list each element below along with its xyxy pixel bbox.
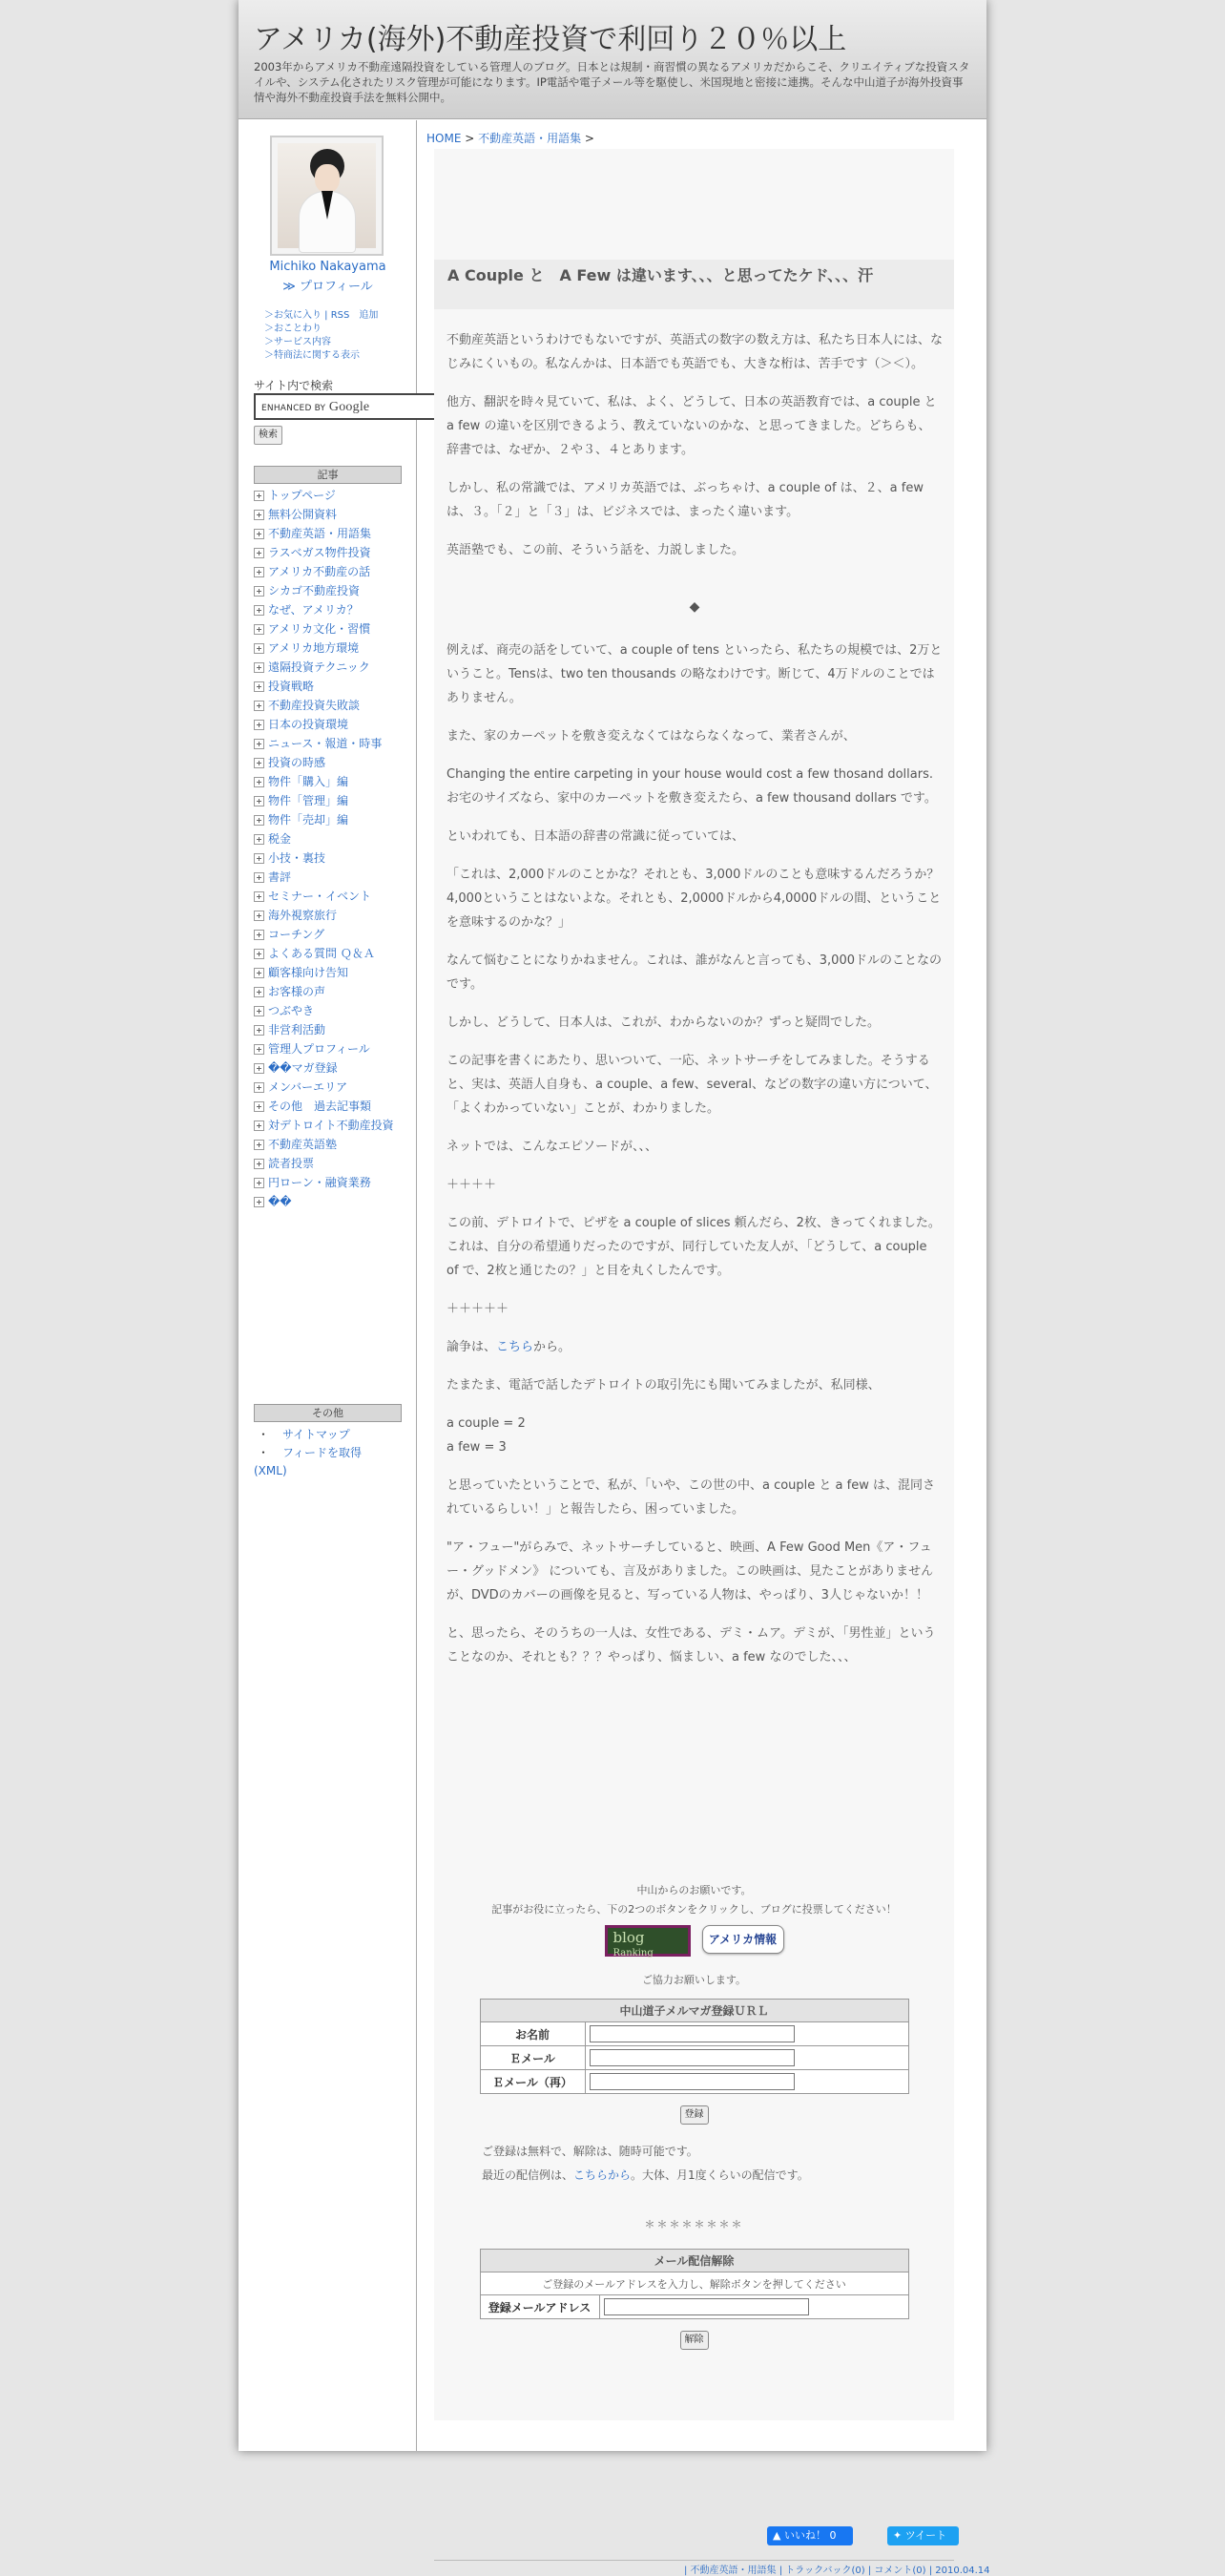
register-note: ご登録は無料で、解除は、随時可能です。: [482, 2145, 698, 2158]
expand-plus-icon: [254, 567, 264, 577]
sidebar-category-item[interactable]: [254, 1154, 406, 1173]
sidebar-category-label: お客様の声: [268, 985, 326, 998]
paragraph: と思っていたということで、私が、「いや、この世の中、a couple と a few は、混同されているらしい！」と報告したら、困っていました。: [446, 1478, 935, 1517]
expand-plus-icon: [254, 891, 264, 902]
unsubscribe-title: メール配信解除: [480, 2250, 908, 2272]
paragraph: この記事を書くにあたり、思いついて、一応、ネットサーチをしてみました。そうすると、実は、英語人自身も、a couple、a few、several、などの数字の違い方について、「よくわかっていない」ことが、わかりました。: [446, 1054, 938, 1116]
sidebar-category-item[interactable]: [254, 505, 406, 524]
feed-link[interactable]: ・ フィードを取得: [258, 1446, 363, 1459]
paragraph: 例えば、商売の話をしていて、a couple of tens といったら、私たちの規模では、2万ということ。Tensは、two ten thousands の略なわけです。断じて、4万ドルのことではありません。: [446, 643, 943, 705]
paragraph: 英語塾でも、この前、そういう話を、力説しました。: [446, 543, 745, 557]
feed-xml-link[interactable]: (XML): [254, 1464, 287, 1477]
other-links: [254, 1426, 406, 1480]
sidebar-category-label: 書評: [268, 870, 292, 884]
sidebar-category-label: アメリカ地方環境: [268, 641, 360, 655]
request-line-2: 記事がお役に立ったら、下の2つのボタンをクリックし、ブログに投票してください！: [491, 1903, 897, 1916]
category-list: [254, 486, 406, 1211]
expand-plus-icon: [254, 662, 264, 673]
expand-plus-icon: [254, 834, 264, 845]
favorite-rss-link[interactable]: ＞お気に入り | RSS 追加: [264, 310, 379, 321]
expand-plus-icon: [254, 815, 264, 826]
newsletter-form-title: 中山道子メルマガ登録ＵＲＬ: [480, 2000, 908, 2022]
paragraph: しかし、私の常識では、アメリカ英語では、ぶっちゃけ、a couple of は、２、a few は、３。「２」と「３」は、ビジネスでは、まったく違います。: [446, 481, 924, 519]
sidebar-category-label: なぜ、アメリカ？: [268, 603, 359, 617]
thanks-text: ご協力お願いします。: [641, 1974, 747, 1986]
expand-plus-icon: [254, 796, 264, 806]
sidebar-category-item[interactable]: [254, 543, 406, 562]
unsubscribe-button[interactable]: 解除: [680, 2331, 709, 2350]
sidebar-category-item[interactable]: [254, 982, 406, 1001]
sidebar-category-label: 対デトロイト不動産投資: [268, 1119, 394, 1132]
expand-plus-icon: [254, 720, 264, 730]
disclaimer-link[interactable]: ＞おことわり: [264, 324, 322, 334]
expand-plus-icon: [254, 624, 264, 635]
expand-plus-icon: [254, 872, 264, 883]
unsubscribe-email-label: 登録メールアドレス: [480, 2295, 599, 2319]
sidebar-category-item[interactable]: [254, 848, 406, 868]
breadcrumb-home[interactable]: HOME: [426, 132, 462, 145]
email-label: Ｅメール: [480, 2046, 585, 2070]
sidebar-category-label: 海外視察旅行: [268, 909, 338, 922]
sidebar-category-label: 物件「売却」編: [268, 813, 349, 827]
paragraph: "ア・フュー"がらみで、ネットサーチしていると、映画、A Few Good Men《ア・フュー・グッドメン》 についても、言及がありました。この映画は、見たことがありませんが、DVDのカバーの画像を見ると、写っている人物は、やっぱり、3人じゃないか！！: [446, 1540, 934, 1602]
sidebar-category-item[interactable]: [254, 887, 406, 906]
sidebar-category-label: 物件「管理」編: [268, 794, 349, 807]
email-confirm-label: Ｅメール（再）: [480, 2070, 585, 2094]
request-line-1: 中山からのお願いです。: [636, 1884, 752, 1896]
expand-plus-icon: [254, 1063, 264, 1074]
expand-plus-icon: [254, 987, 264, 997]
sidebar-category-item[interactable]: [254, 715, 406, 734]
expand-plus-icon: [254, 758, 264, 768]
categories-heading: 記事: [254, 466, 402, 484]
search-enhanced-label: ENHANCED BY: [261, 404, 326, 413]
sidebar-category-item[interactable]: [254, 696, 406, 715]
expand-plus-icon: [254, 1101, 264, 1112]
sidebar-category-item[interactable]: [254, 1173, 406, 1192]
sidebar-category-label: シカゴ不動産投資: [268, 584, 361, 597]
paragraph: ＋＋＋＋: [446, 1178, 497, 1192]
sidebar-category-item[interactable]: [254, 524, 406, 543]
paragraph: a couple = 2 a few = 3: [446, 1416, 526, 1455]
sidebar-category-item[interactable]: [254, 581, 406, 600]
ranking-banners: [434, 1925, 954, 1957]
paragraph: Changing the entire carpeting in your house would cost a few thosand dollars. お宅のサイズなら、家中のカーペットを敷き変えたら、a few thousand dollars です。: [446, 767, 937, 806]
paragraph: なんて悩むことになりかねません。これは、誰がなんと言っても、3,000ドルのことなのです。: [446, 953, 942, 992]
sidebar-category-item[interactable]: [254, 1058, 406, 1078]
expand-plus-icon: [254, 1197, 264, 1207]
search-button[interactable]: 検索: [254, 426, 282, 445]
site-header: [239, 0, 986, 119]
sidebar-category-item[interactable]: [254, 906, 406, 925]
sidebar-category-label: 遠隔投資テクニック: [268, 660, 370, 674]
sidebar-category-item[interactable]: [254, 1078, 406, 1097]
profile-link[interactable]: ≫ プロフィール: [282, 280, 373, 294]
sidebar-category-item[interactable]: [254, 658, 406, 677]
tweet-button[interactable]: ✦ ツイート: [887, 2526, 959, 2545]
unsubscribe-instruction: ご登録のメールアドレスを入力し、解除ボタンを押してください: [480, 2272, 908, 2295]
other-heading: その他: [254, 1404, 402, 1422]
register-button[interactable]: 登録: [680, 2105, 709, 2125]
expand-plus-icon: [254, 1178, 264, 1188]
facebook-like-button[interactable]: ▲ いいね！ 0: [767, 2526, 853, 2545]
thumbs-up-icon: ▲: [773, 2529, 784, 2542]
sidebar-category-label: 読者投票: [268, 1157, 315, 1170]
sample-note: 最近の配信例は、こちらから。大体、月1度くらいの配信です。: [482, 2168, 809, 2182]
newsletter-form: [480, 1999, 909, 2094]
expand-plus-icon: [254, 777, 264, 787]
unsubscribe-form: [480, 2249, 909, 2319]
expand-plus-icon: [254, 911, 264, 921]
expand-plus-icon: [254, 1006, 264, 1016]
sidebar-category-label: アメリカ不動産の話: [268, 565, 371, 578]
sidebar-category-item[interactable]: [254, 1001, 406, 1020]
paragraph: 論争は、こちらから。: [446, 1340, 571, 1354]
sidebar-category-label: 円ローン・融資業務: [268, 1176, 371, 1189]
sidebar-category-label: セミナー・イベント: [268, 890, 372, 903]
paragraph: ネットでは、こんなエピソードが、、、: [446, 1140, 658, 1154]
expand-plus-icon: [254, 1025, 264, 1036]
paragraph: この前、デトロイトで、ピザを a couple of slices 頼んだら、2枚、きってくれました。これは、自分の希望通りだったのですが、同行していた友人が、「どうして、a couple of で、2枚と通じたの？」と目を丸くしたんです。: [446, 1216, 941, 1278]
left-sidebar: [239, 120, 417, 2451]
sidebar-category-label: 投資戦略: [268, 680, 315, 693]
sidebar-category-label: アメリカ文化・習慣: [268, 622, 371, 636]
sidebar-category-label: 非営利活動: [268, 1023, 326, 1037]
email-input[interactable]: [590, 2049, 795, 2066]
sidebar-category-label: ラスベガス物件投資: [268, 546, 371, 559]
expand-plus-icon: [254, 1044, 264, 1055]
expand-plus-icon: [254, 930, 264, 940]
expand-plus-icon: [254, 586, 264, 597]
sidebar-category-label: 顧客様向け告知: [268, 966, 349, 979]
paragraph: 他方、翻訳を時々見ていて、私は、よく、どうして、日本の英語教育では、a couple と a few の違いを区別できるよう、教えていないのかな、と思ってきました。どちらも、辞書では、なぜか、２や３、４とあります。: [446, 395, 937, 457]
sidebar-category-label: つぶやき: [268, 1004, 315, 1017]
name-input[interactable]: [590, 2025, 795, 2042]
sidebar-category-item[interactable]: [254, 772, 406, 791]
small-links: [264, 309, 378, 363]
commerce-law-link[interactable]: ＞特商法に関する表示: [264, 350, 360, 361]
profile-name-link[interactable]: Michiko Nakayama: [269, 260, 386, 274]
sidebar-category-label: 不動産英語塾: [268, 1138, 338, 1151]
sidebar-category-item[interactable]: [254, 1039, 406, 1058]
sidebar-category-item[interactable]: [254, 868, 406, 887]
paragraph: たまたま、電話で話したデトロイトの取引先にも聞いてみましたが、私同様、: [446, 1378, 881, 1393]
bottom-divider: [434, 2560, 954, 2561]
expand-plus-icon: [254, 701, 264, 711]
sidebar-category-item[interactable]: [254, 639, 406, 658]
sidebar-category-item[interactable]: [254, 677, 406, 696]
sidebar-category-label: 無料公開資料: [268, 508, 338, 521]
debate-link[interactable]: こちら: [496, 1340, 534, 1354]
breadcrumb-category[interactable]: 不動産英語・用語集: [478, 132, 582, 145]
sidebar-category-item[interactable]: [254, 562, 406, 581]
expand-plus-icon: [254, 643, 264, 654]
sidebar-category-item[interactable]: [254, 944, 406, 963]
paragraph: といわれても、日本語の辞書の常識に従っていては、: [446, 829, 745, 844]
page: [239, 0, 990, 2576]
expand-plus-icon: [254, 548, 264, 558]
expand-plus-icon: [254, 853, 264, 864]
expand-plus-icon: [254, 1082, 264, 1093]
post-title: A Couple と A Few は違います、、、と思ってたケド、、、汗: [434, 260, 954, 309]
sidebar-category-label: 不動産投資失敗談: [268, 699, 361, 712]
expand-plus-icon: [254, 491, 264, 501]
expand-plus-icon: [254, 1140, 264, 1150]
sidebar-category-item[interactable]: [254, 1116, 406, 1135]
sitemap-link[interactable]: ・ サイトマップ: [258, 1428, 350, 1441]
sidebar-category-item[interactable]: [254, 1097, 406, 1116]
sidebar-category-item[interactable]: [254, 753, 406, 772]
email-confirm-input[interactable]: [590, 2073, 795, 2090]
sidebar-category-label: ��: [268, 1195, 292, 1208]
paragraph: しかし、どうして、日本人は、これが、わからないのか？ずっと疑問でした。: [446, 1016, 880, 1030]
sidebar-category-label: メンバーエリア: [268, 1080, 348, 1094]
post-footer: [434, 1881, 954, 2350]
sidebar-category-label: トップページ: [268, 489, 336, 502]
sidebar-category-label: コーチング: [268, 928, 325, 941]
sidebar-category-label: 不動産英語・用語集: [268, 527, 372, 540]
sidebar-category-label: ニュース・報道・時事: [268, 737, 383, 750]
paragraph: また、家のカーペットを敷き変えなくてはならなくなって、業者さんが、: [446, 729, 856, 743]
expand-plus-icon: [254, 949, 264, 959]
section-divider: ◆: [689, 599, 700, 615]
sidebar-category-label: その他 過去記事類: [268, 1100, 372, 1113]
paragraph: 「これは、2,000ドルのことかな？それとも、3,000ドルのことも意味するんだろうか？4,000ということはないよな。それとも、2,0000ドルから4,0000ドルの間、ということを意味するのかな？」: [446, 868, 942, 930]
paragraph: ＋＋＋＋＋: [446, 1302, 509, 1316]
sidebar-category-item[interactable]: [254, 1135, 406, 1154]
expand-plus-icon: [254, 968, 264, 978]
sample-link[interactable]: こちらから: [573, 2168, 632, 2182]
sidebar-category-label: 税金: [268, 832, 292, 846]
google-logo: Google: [328, 400, 370, 414]
services-link[interactable]: ＞サービス内容: [264, 337, 331, 347]
twitter-bird-icon: ✦: [893, 2529, 905, 2542]
sidebar-category-item[interactable]: [254, 925, 406, 944]
post-body: [446, 328, 943, 1684]
sidebar-category-item[interactable]: [254, 619, 406, 639]
site-title[interactable]: アメリカ(海外)不動産投資で利回り２０％以上: [254, 23, 847, 56]
unsubscribe-email-input[interactable]: [604, 2298, 809, 2315]
name-label: お名前: [480, 2022, 585, 2046]
sidebar-category-label: 投資の時感: [268, 756, 326, 769]
expand-plus-icon: [254, 681, 264, 692]
expand-plus-icon: [254, 510, 264, 520]
sidebar-category-item[interactable]: [254, 600, 406, 619]
sidebar-category-item[interactable]: [254, 1020, 406, 1039]
expand-plus-icon: [254, 529, 264, 539]
blog-ranking-banner[interactable]: blog Ranking: [605, 1925, 691, 1957]
sidebar-category-label: 日本の投資環境: [268, 718, 349, 731]
stars-divider: ＊＊＊＊＊＊＊＊: [644, 2218, 744, 2230]
expand-plus-icon: [254, 1120, 264, 1131]
profile-avatar[interactable]: [270, 136, 384, 256]
site-description: 2003年からアメリカ不動産遠隔投資をしている管理人のブログ。日本とは規制・商習慣の異なるアメリカだからこそ、クリエイティブな投資スタイルや、システム化されたリスク管理が可能になります。IP電話や電子メール等を駆使し、米国現地と密接に連携。そんな中山道子が海外投資事情や海外不動産投資手法を無料公開中。: [254, 60, 970, 104]
sidebar-category-label: 管理人プロフィール: [268, 1042, 370, 1056]
paragraph: と、思ったら、そのうちの一人は、女性である、デミ・ムア。デミが、「男性並」ということなのか、それとも？？？やっぱり、悩ましい、a few なのでした、、、: [446, 1626, 936, 1665]
sidebar-category-item[interactable]: [254, 486, 406, 505]
sidebar-category-item[interactable]: [254, 1192, 406, 1211]
sidebar-category-item[interactable]: [254, 791, 406, 810]
sidebar-category-item[interactable]: [254, 734, 406, 753]
post-meta[interactable]: | 不動産英語・用語集 | トラックバック(0) | コメント(0) | 2010.04.14: [684, 2566, 990, 2576]
sidebar-category-label: 小技・裏技: [268, 851, 326, 865]
breadcrumb: HOME > 不動産英語・用語集 >: [426, 132, 594, 145]
paragraph: 不動産英語というわけでもないですが、英語式の数字の数え方は、私たち日本人には、なじみにくいもの。私なんかは、日本語でも英語でも、大きな桁は、苦手です（＞＜）。: [446, 333, 944, 371]
sidebar-category-label: 物件「購入」編: [268, 775, 349, 788]
sidebar-category-label: よくある質問 Ｑ＆Ａ: [268, 947, 375, 960]
expand-plus-icon: [254, 605, 264, 616]
search-input[interactable]: [254, 393, 435, 420]
expand-plus-icon: [254, 1159, 264, 1169]
search-label: サイト内で検索: [254, 379, 334, 392]
sidebar-category-item[interactable]: [254, 963, 406, 982]
expand-plus-icon: [254, 739, 264, 749]
sidebar-category-item[interactable]: [254, 810, 406, 829]
sidebar-category-item[interactable]: [254, 829, 406, 848]
sidebar-category-label: ��マガ登録: [268, 1061, 338, 1075]
america-info-banner[interactable]: アメリカ情報: [702, 1925, 784, 1954]
